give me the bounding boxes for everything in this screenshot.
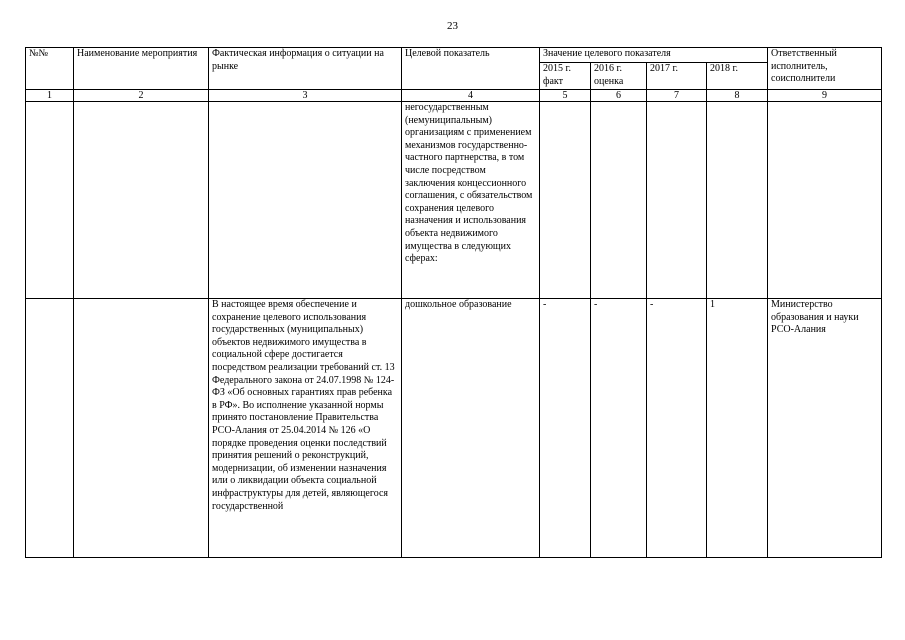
target-indicators-table bbox=[25, 47, 882, 558]
cell-target-indicator: дошкольное образование bbox=[402, 299, 540, 558]
cell-value-2017: - bbox=[647, 299, 707, 558]
page-number: 23 bbox=[447, 20, 458, 32]
column-number: 2 bbox=[74, 90, 209, 102]
cell-value-2015 bbox=[540, 102, 591, 299]
cell-responsible: Министерство образования и науки РСО-Алания bbox=[768, 299, 882, 558]
column-numbers-row bbox=[26, 90, 882, 102]
cell-value-2018 bbox=[707, 102, 768, 299]
header-2017: 2017 г. bbox=[647, 63, 707, 90]
header-number: №№ bbox=[26, 48, 74, 90]
cell-value-2016: - bbox=[591, 299, 647, 558]
header-event-name: Наименование мероприятия bbox=[74, 48, 209, 90]
cell-target-indicator: негосударственным (немуниципальным) организациям с применением механизмов государственно-частного партнерства, в том числе посредством заключения концессионного соглашения, с обязательством сохранения целевого назначения и использования объекта недвижимого имущества в следующих сферах: bbox=[402, 102, 540, 299]
header-target-indicator: Целевой показатель bbox=[402, 48, 540, 90]
cell-responsible bbox=[768, 102, 882, 299]
header-market-info: Фактическая информация о ситуации на рынке bbox=[209, 48, 402, 90]
column-number: 9 bbox=[768, 90, 882, 102]
column-number: 1 bbox=[26, 90, 74, 102]
cell-event-name bbox=[74, 299, 209, 558]
column-number: 7 bbox=[647, 90, 707, 102]
header-2015: 2015 г. факт bbox=[540, 63, 591, 90]
cell-market-info bbox=[209, 102, 402, 299]
table-row bbox=[26, 102, 882, 299]
column-number: 6 bbox=[591, 90, 647, 102]
column-number: 3 bbox=[209, 90, 402, 102]
cell-value-2017 bbox=[647, 102, 707, 299]
header-indicator-values: Значение целевого показателя bbox=[540, 48, 768, 63]
cell-market-info: В настоящее время обеспечение и сохранение целевого использования государственных (муниципальных) объектов недвижимого имущества в социальной сфере достигается посредством реализации требований ст. 13 Федерального закона от 24.07.1998 № 124-ФЗ «Об основных гарантиях прав ребенка в РФ». Во исполнение указанной нормы принято постановление Правительства РСО-Алания от 25.04.2014 № 126 «О порядке проведения оценки последствий принятия решений о реконструкций, модернизации, об изменении назначения или о ликвидации объекта социальной инфраструктуры для детей, являющегося государственной bbox=[209, 299, 402, 558]
cell-number bbox=[26, 102, 74, 299]
column-number: 8 bbox=[707, 90, 768, 102]
cell-value-2016 bbox=[591, 102, 647, 299]
column-number: 5 bbox=[540, 90, 591, 102]
cell-number bbox=[26, 299, 74, 558]
column-number: 4 bbox=[402, 90, 540, 102]
table-row bbox=[26, 299, 882, 558]
cell-value-2015: - bbox=[540, 299, 591, 558]
cell-value-2018: 1 bbox=[707, 299, 768, 558]
header-2016: 2016 г. оценка bbox=[591, 63, 647, 90]
cell-event-name bbox=[74, 102, 209, 299]
header-2018: 2018 г. bbox=[707, 63, 768, 90]
header-responsible: Ответственный исполнитель, соисполнители bbox=[768, 48, 882, 90]
